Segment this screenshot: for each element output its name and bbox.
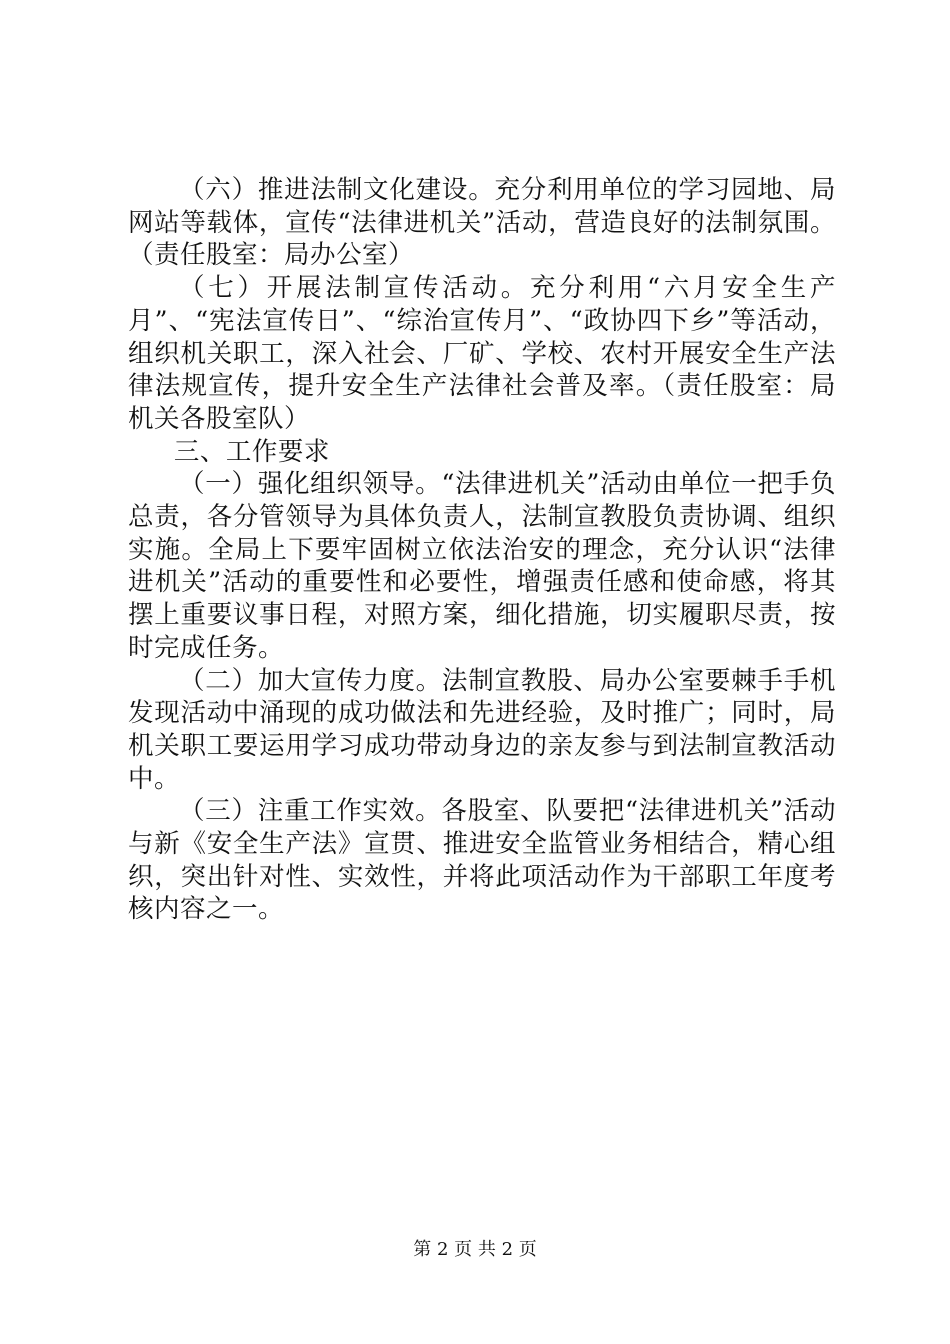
paragraph-publicity-strength: （二）加大宣传力度。法制宣教股、局办公室要棘手手机发现活动中涌现的成功做法和先进经验，及时推广；同时，局机关职工要运用学习成功带动身边的亲友参与到法制宣教活动中。 xyxy=(128,665,836,794)
paragraph-publicity-activities: （七）开展法制宣传活动。充分利用“六月安全生产月”、“宪法宣传日”、“综治宣传月”、“政协四下乡”等活动，组织机关职工，深入社会、厂矿、学校、农村开展安全生产法律法规宣传，提升安全生产法律社会普及率。（责任股室：局机关各股室队） xyxy=(128,273,836,434)
paragraph-culture-building: （六）推进法制文化建设。充分利用单位的学习园地、局网站等载体，宣传“法律进机关”活动，营造良好的法制氛围。（责任股室：局办公室） xyxy=(128,175,836,271)
page-number-footer: 第 2 页 共 2 页 xyxy=(413,1239,537,1260)
paragraph-organization-leadership: （一）强化组织领导。“法律进机关”活动由单位一把手负总责，各分管领导为具体负责人，法制宣教股负责协调、组织实施。全局上下要牢固树立依法治安的理念，充分认识“法律进机关”活动的重要性和必要性，增强责任感和使命感，将其摆上重要议事日程，对照方案，细化措施，切实履职尽责，按时完成任务。 xyxy=(128,469,836,663)
paragraph-work-effectiveness: （三）注重工作实效。各股室、队要把“法律进机关”活动与新《安全生产法》宣贯、推进安全监管业务相结合，精心组织，突出针对性、实效性，并将此项活动作为干部职工年度考核内容之一。 xyxy=(128,796,836,925)
document-body xyxy=(128,174,836,926)
section-heading-work-requirements: 三、工作要求 xyxy=(173,436,330,467)
